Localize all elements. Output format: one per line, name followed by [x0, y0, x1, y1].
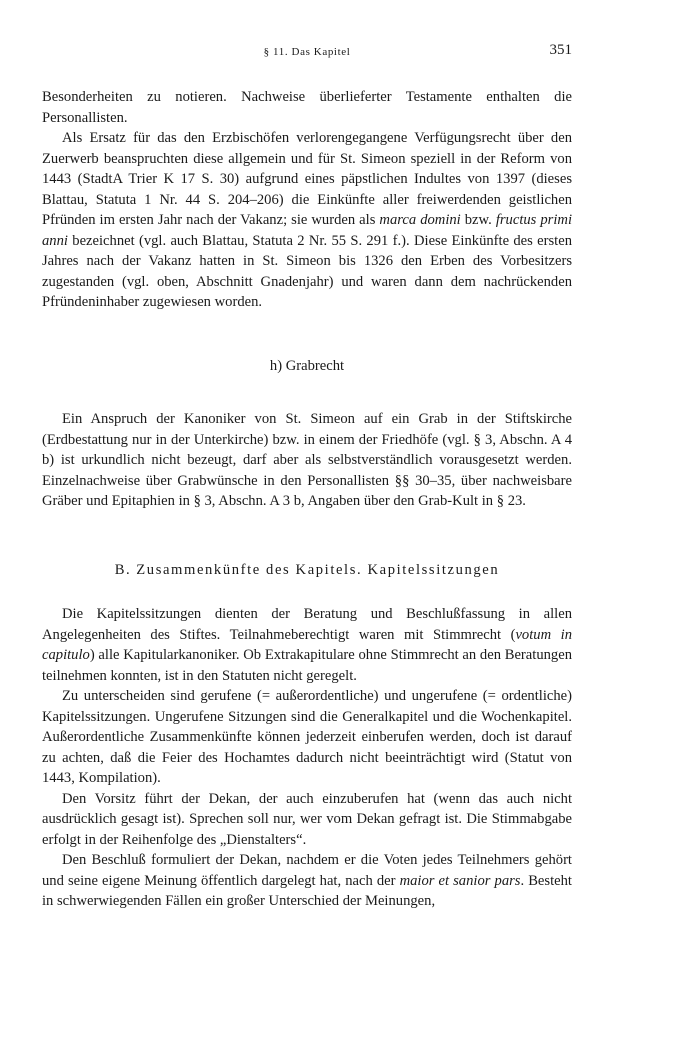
- section-letter: B.: [114, 561, 132, 578]
- text-run: ) alle Kapitularkanoniker. Ob Extrakapitulare ohne Stimmrecht an den Beratungen teilnehmen konnten, ist in den Statuten nicht geregelt.: [42, 647, 572, 684]
- paragraph-beschluss: [42, 850, 572, 912]
- text-run: Als Ersatz für das den Erzbischöfen verlorengegangene Verfügungsrecht über den Zuerwerb beanspruchten diese allgemein und für St. Simeon speziell in der Reform von 1443 (StadtA Trier K 17 S. 30) aufgrund eines päpstlichen Indultes von 1397 (dieses Blattau, Statuta 1 Nr. 44 S. 204–206) die Einkünfte aller freiwerdenden geistlichen Pfründen im ersten Jahr nach der Vakanz; sie wurden als: [42, 130, 572, 228]
- paragraph-vorsitz: Den Vorsitz führt der Dekan, der auch einzuberufen hat (wenn das auch nicht ausdrücklich gesagt ist). Sprechen soll nur, wer vom Dekan gefragt ist. Die Stimmabgabe erfolgt in der Reihenfolge des „Dienstalters“.: [42, 790, 572, 848]
- paragraph-grabrecht: Ein Anspruch der Kanoniker von St. Simeon auf ein Grab in der Stiftskirche (Erdbestattung nur in der Unterkirche) bzw. in einem der Friedhöfe (vgl. § 3, Abschn. A 4 b) ist urkundlich nicht bezeugt, darf aber als selbstverständlich vorausgesetzt werden. Einzelnachweise über Grabwünsche in den Personallisten §§ 30–35, über nachweisbare Gräber und Epitaphien in § 3, Abschn. A 3 b, Angaben über den Grab-Kult in § 23.: [42, 411, 572, 509]
- text-run: bezeichnet (vgl. auch Blattau, Statuta 2 Nr. 55 S. 291 f.). Diese Einkünfte des ersten Jahres nach der Vakanz hatten in St. Simeon bis 1326 den Erben des Vorbesitzers zugestanden (vgl. oben, Abschnitt Gnadenjahr) und waren dann dem nachrückenden Pfründeninhaber zugewiesen worden.: [42, 232, 572, 310]
- latin-term-fructus: fructus primi anni: [42, 212, 573, 249]
- top-text-block: [42, 87, 572, 313]
- latin-term-votum: votum in capitulo: [42, 626, 572, 663]
- section-heading-b: [42, 560, 572, 581]
- page-number: 351: [549, 42, 572, 58]
- text-run: Den Beschluß formuliert der Dekan, nachdem er die Voten jedes Teilnehmers gehört und seine eigene Meinung öffentlich dargelegt hat, nach der: [42, 852, 572, 889]
- paragraph-unterscheiden: Zu unterscheiden sind gerufene (= außerordentliche) und ungerufene (= ordentliche) Kapitelssitzungen. Ungerufene Sitzungen sind die Generalkapitel und die Wochenkapitel. Außerordentliche Zusammenkünfte können jederzeit einberufen werden, doch ist darauf zu achten, daß die Feier des Hochamtes dadurch nicht beeinträchtigt wird (Statut von 1443, Kompilation).: [42, 688, 572, 786]
- paragraph-kapitelssitzungen: [42, 604, 572, 686]
- paragraph-continuation: Besonderheiten zu notieren. Nachweise überlieferter Testamente enthalten die Personallisten.: [42, 89, 572, 126]
- text-run: . Besteht in schwerwiegenden Fällen ein großer Unterschied der Meinungen,: [42, 872, 572, 909]
- text-run: Die Kapitelssitzungen dienten der Beratung und Beschlußfassung in allen Angelegenheiten des Stiftes. Teilnahmeberechtigt waren mit Stimmrecht (: [42, 606, 572, 643]
- section-title: Zusammenkünfte des Kapitels. Kapitelssitzungen: [136, 561, 500, 578]
- text-run: bzw.: [460, 212, 496, 228]
- book-page: [42, 40, 572, 912]
- subsection-heading-grabrecht: h) Grabrecht: [269, 357, 345, 374]
- latin-term-maior-pars: maior et sanior pars: [399, 872, 521, 889]
- latin-term-marca-domini: marca domini: [379, 212, 461, 228]
- paragraph-ersatz: [42, 128, 572, 313]
- running-title: § 11. Das Kapitel: [263, 46, 351, 58]
- running-header: [42, 40, 572, 64]
